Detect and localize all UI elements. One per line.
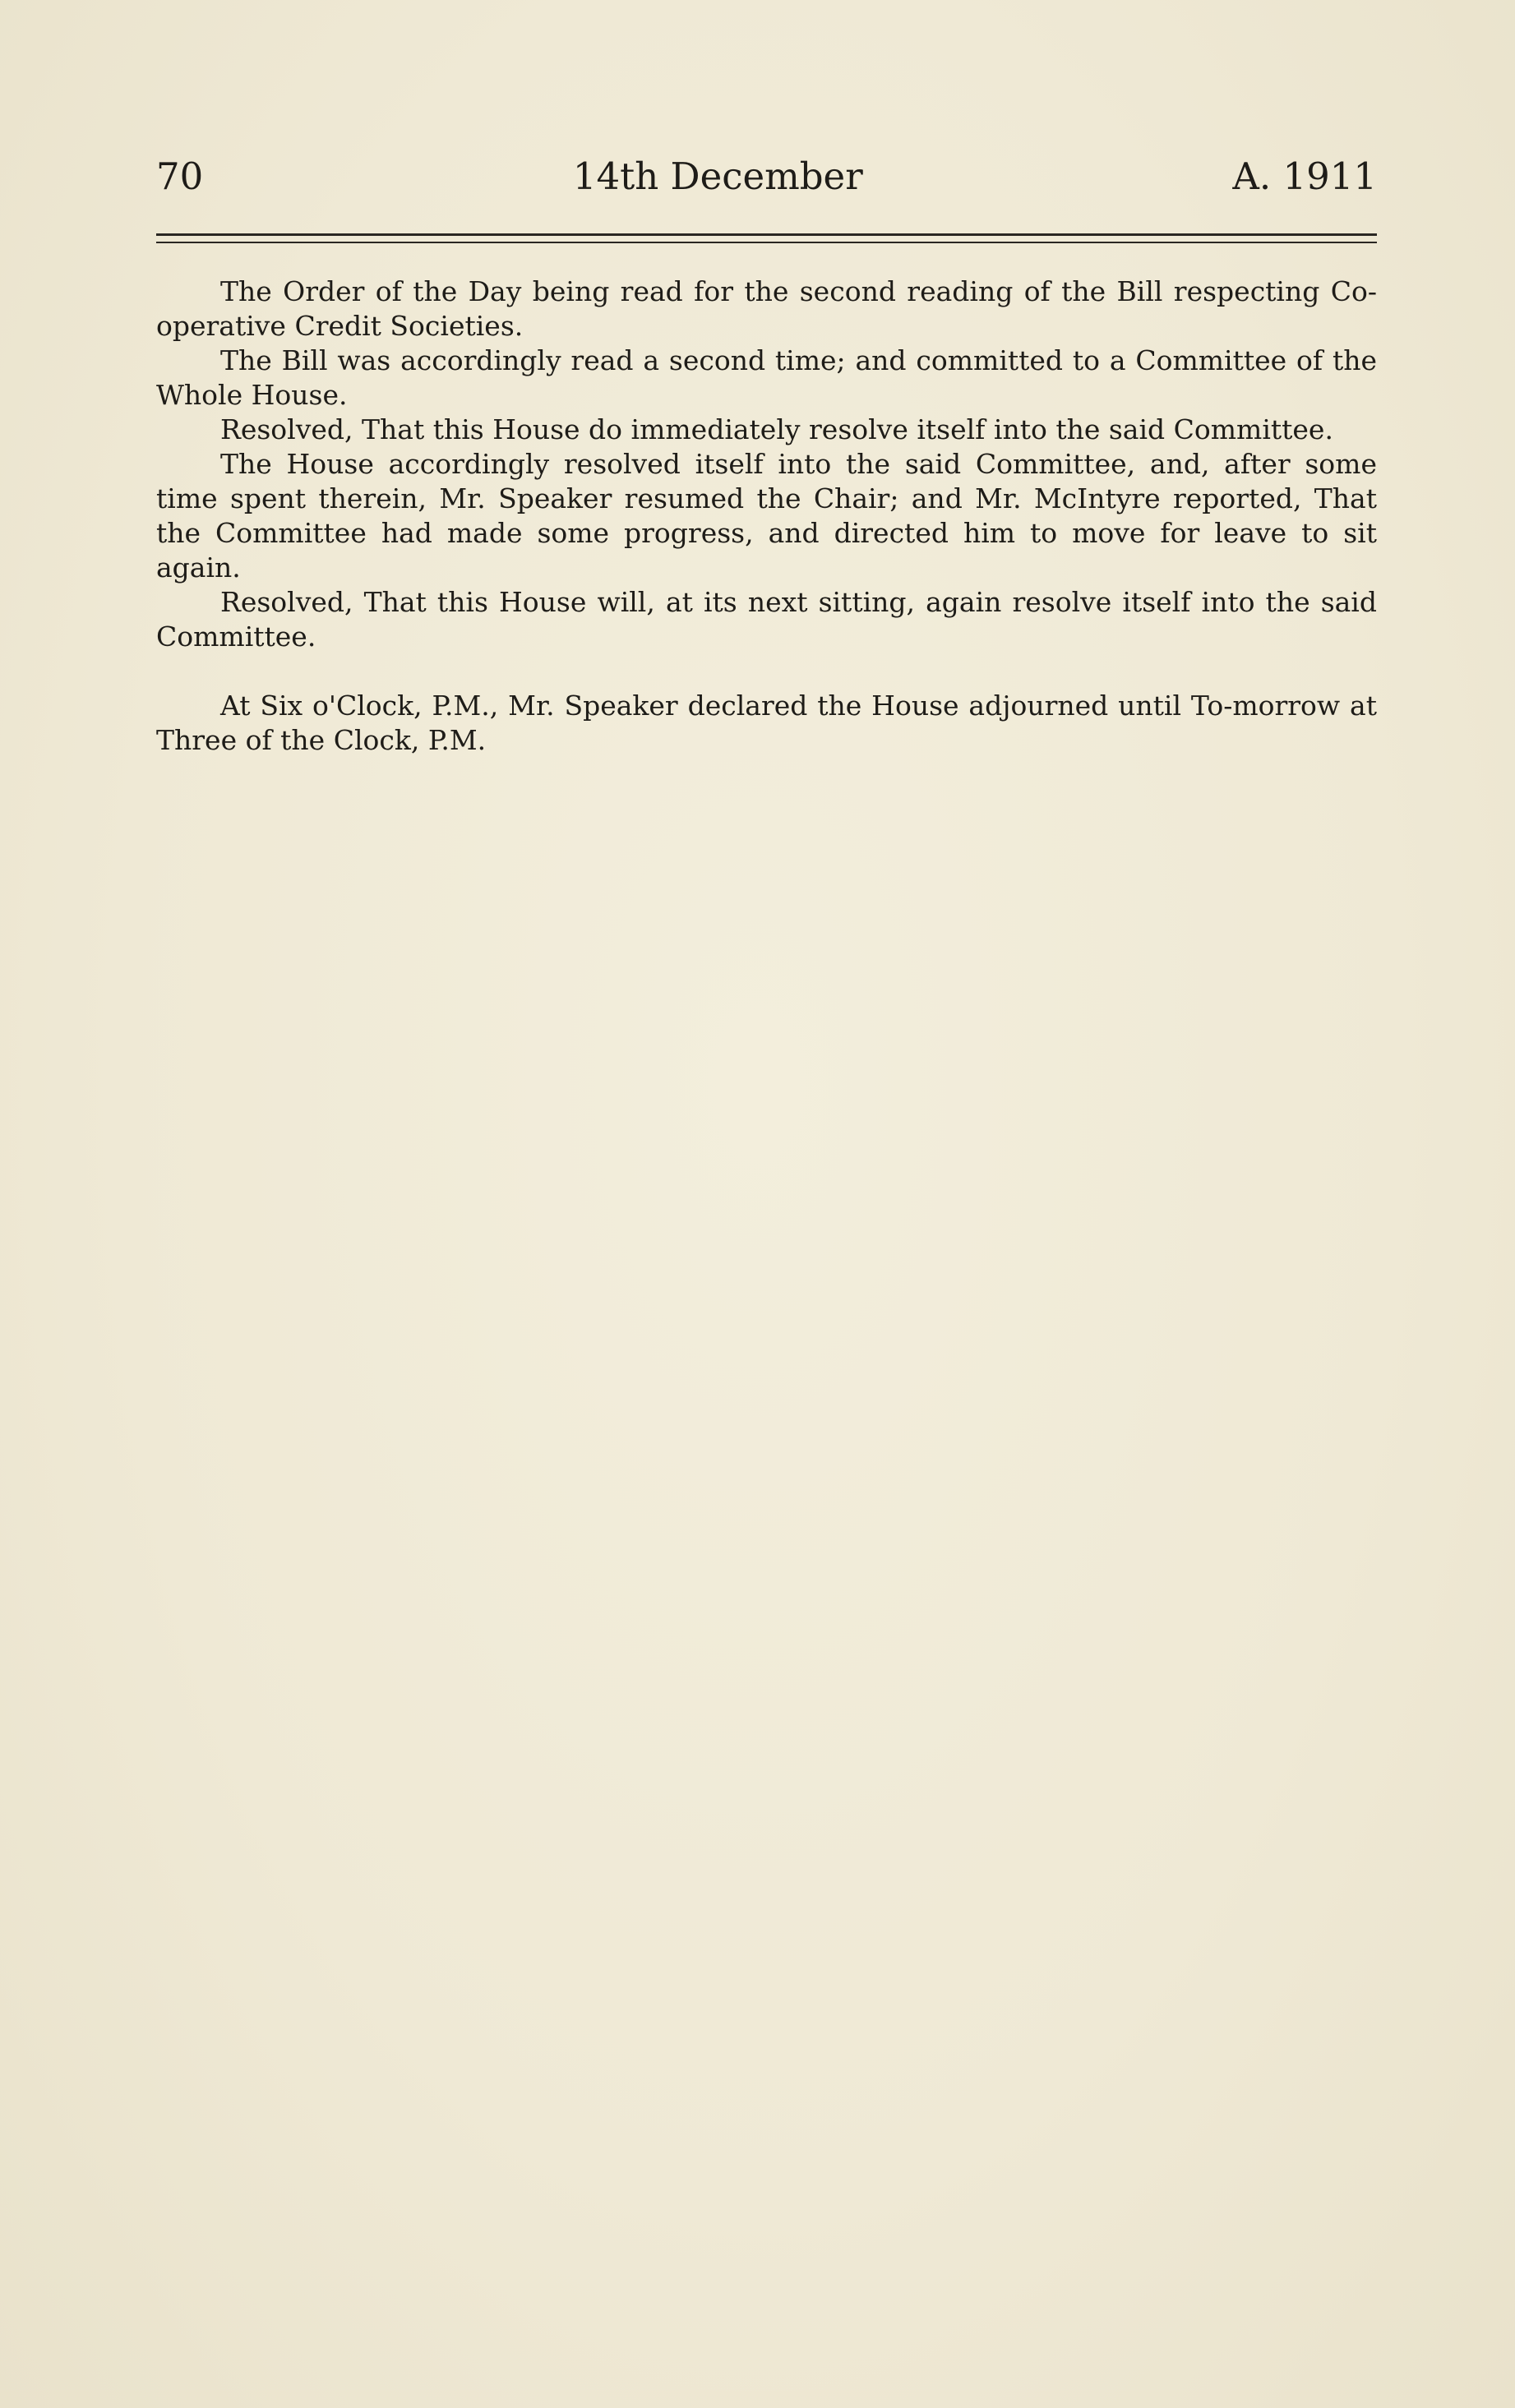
journal-body xyxy=(156,274,1377,758)
header-year: A. 1911 xyxy=(1232,155,1377,198)
paragraph-second-reading: The Bill was accordingly read a second time; and committed to a Committee of the Whole House. xyxy=(156,344,1377,411)
header-rule xyxy=(156,233,1377,243)
header-date: 14th December xyxy=(572,155,863,198)
page-header xyxy=(156,148,1377,205)
paragraph-order-of-day: The Order of the Day being read for the second reading of the Bill respecting Co-operative Credit Societies. xyxy=(156,275,1377,342)
paragraph-resolved-next-sitting: Resolved, That this House will, at its next sitting, again resolve itself into the said Committee. xyxy=(156,586,1377,653)
paragraph-adjournment: At Six o'Clock, P.M., Mr. Speaker declared the House adjourned until To-morrow at Three of the Clock, P.M. xyxy=(156,690,1377,756)
journal-page xyxy=(156,0,1377,2408)
page-number: 70 xyxy=(156,155,204,198)
paragraph-committee-report: The House accordingly resolved itself into the said Committee, and, after some time spent therein, Mr. Speaker resumed the Chair; and Mr. McIntyre reported, That the Committee had made some progress, and directed him to move for leave to sit again. xyxy=(156,448,1377,584)
paragraph-resolved-committee: Resolved, That this House do immediately resolve itself into the said Committee. xyxy=(220,413,1333,445)
